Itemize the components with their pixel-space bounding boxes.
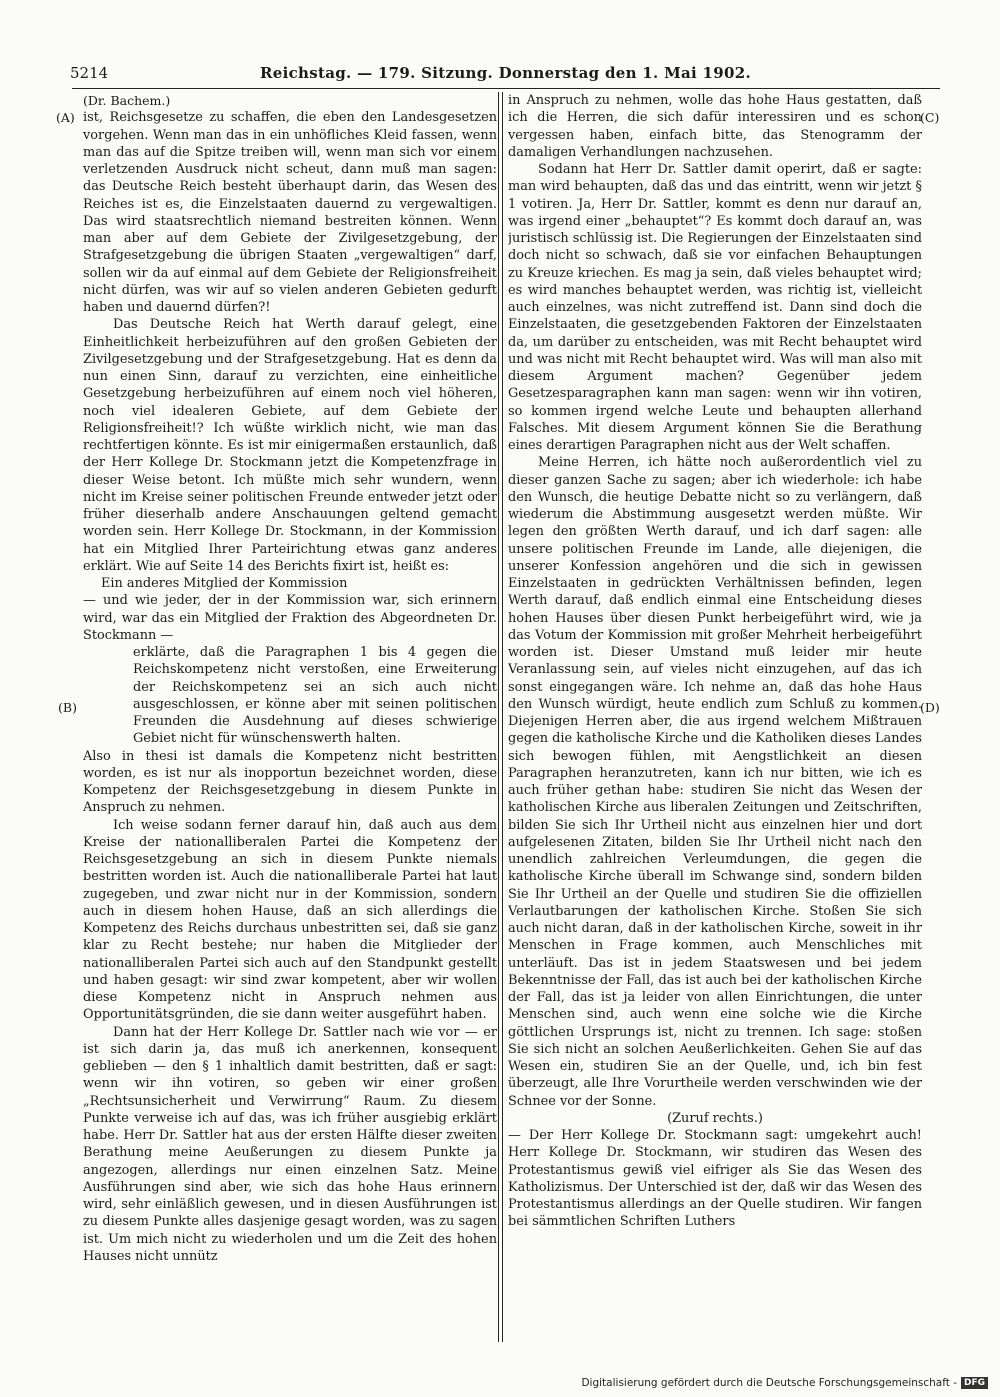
left-column [83,92,497,1342]
interjection: (Zuruf rechts.) [667,1110,763,1126]
dfg-logo: DFG [961,1377,988,1389]
column-divider [498,92,503,1342]
margin-marker-d: (D) [920,700,940,715]
paragraph: Dann hat der Herr Kollege Dr. Sattler nach wie vor — er ist sich darin ja, das muß ich anerkennen, konsequent geblieben — den § 1 inhaltlich damit bestritten, daß er sagt: wenn wir ihn votiren, so geben wir einer großen „Rechtsunsicherheit und Verwirrung“ Raum. Zu diesem Punkte verweise ich auf das, was ich früher ausgiebig erklärt habe. Herr Dr. Sattler hat aus der ersten Hälfte dieser zweiten Berathung meine Aeußerungen zu diesem Punkte ja angezogen, allerdings nur einen einzelnen Satz. Meine Ausführungen sind aber, wie sich das hohe Haus erinnern wird, sehr einläßlich gewesen, und in diesen Ausführungen ist zu diesem Punkte alles dasjenige gesagt worden, was zu sagen ist. Um mich nicht zu wiederholen und um die Zeit des hohen Hauses nicht unnütz [83,1024,497,1264]
running-title: Reichstag. — 179. Sitzung. Donnerstag den 1. Mai 1902. [260,64,751,82]
paragraph: ist, Reichsgesetze zu schaffen, die eben den Landesgesetzen vorgehen. Wenn man das in ein unhöfliches Kleid fassen, wenn man das auf die Spitze treiben will, wenn man sich vor einem verletzenden Ausdruck nicht scheut, dann muß man sagen: das Deutsche Reich besteht überhaupt darin, das Wesen des Reiches ist es, die Einzelstaaten dauernd zu vergewaltigen. Das wird staatsrechtlich niemand bestreiten können. Wenn man aber auf dem Gebiete der Zivilgesetzgebung, der Strafgesetzgebung die übrigen Staaten „vergewaltigen“ darf, sollen wir da auf einmal auf dem Gebiete der Religionsfreiheit nicht dürfen, was wir auf so vielen anderen Gebieten gedurft haben und dauernd dürfen?! [83,110,497,315]
page-header [70,64,940,86]
header-rule [72,88,940,89]
margin-marker-a: (A) [56,110,75,125]
digitization-footer [581,1377,988,1389]
paragraph: Meine Herren, ich hätte noch außerordentlich viel zu dieser ganzen Sache zu sagen; aber ich wiederhole: ich habe den Wunsch, die heutige Debatte nicht so zu verlängern, daß wiederum die Abstimmung ausgesetzt werden müßte. Wir legen den größten Werth darauf, und ich darf sagen: alle unsere politischen Freunde im Lande, alle diejenigen, die unserer Konfession angehören und die sich in gewissen Einzelstaaten in gedrückten Verhältnissen befinden, legen Werth darauf, daß endlich einmal eine Entscheidung dieses hohen Hauses über diesen Punkt herbeigeführt wird, wie ja das Votum der Kommission mit großer Mehrheit herbeigeführt worden ist. Dieser Umstand muß leider mir heute Veranlassung sein, auf vieles nicht einzugehen, auf das ich sonst eingegangen wäre. Ich nehme an, daß das hohe Haus den Wunsch würdigt, heute endlich zum Schluß zu kommen. Diejenigen Herren aber, die aus irgend welchem Mißtrauen gegen die katholische Kirche und die Katholiken dieses Landes sich bewogen fühlen, mit Aengstlichkeit an diesen Paragraphen heranzutreten, kann ich nur bitten, wie ich es auch früher gethan habe: studiren Sie nicht das Wesen der katholischen Kirche aus liberalen Zeitungen und Zeitschriften, bilden Sie sich Ihr Urtheil nicht aus einzelnen hier und dort aufgelesenen Zitaten, bilden Sie Ihr Urtheil nicht nach den unendlich zahlreichen Verleumdungen, die gegen die katholische Kirche überall im Schwange sind, sondern bilden Sie Ihr Urtheil an der Quelle und studiren Sie die offiziellen Verlautbarungen der katholischen Kirche. Stoßen Sie sich auch nicht daran, daß in der katholischen Kirche, soweit in ihr Menschen in Frage kommen, auch Menschliches mit unterläuft. Das ist in jedem Staatswesen und bei jedem Bekenntnisse der Fall, das ist auch bei der katholischen Kirche der Fall, das ist ja leider von allen Einrichtungen, die unter Menschen sind, auch wenn eine solche wie die Kirche göttlichen Ursprungs ist, nicht zu trennen. Ich sage: stoßen Sie sich nicht an solchen Aeußerlichkeiten. Gehen Sie auf das Wesen ein, studiren Sie an der Quelle, und, ich bin fest überzeugt, alle Ihre Vorurtheile werden verschwinden wie der Schnee vor der Sonne. [508,455,922,1109]
quote-block: erklärte, daß die Paragraphen 1 bis 4 gegen die Reichskompetenz nicht verstoßen, eine Erweiterung der Reichskompetenz sei an sich auch nicht ausgeschlossen, er könne aber mit seinen politischen Freunden die Ausdehnung auf dieses schwierige Gebiet nicht für wünschenswerth halten. [133,645,497,747]
paragraph: — Der Herr Kollege Dr. Stockmann sagt: umgekehrt auch! Herr Kollege Dr. Stockmann, wir studiren das Wesen des Protestantismus gewiß viel eifriger als Sie das Wesen des Katholizismus. Der Unterschied ist der, daß wir das Wesen des Protestantismus allerdings an der Quelle studiren. Wir fangen bei sämmtlichen Schriften Luthers [508,1128,922,1230]
quote-line: Ein anderes Mitglied der Kommission [101,576,348,591]
footer-text: Digitalisierung gefördert durch die Deutsche Forschungsgemeinschaft - [581,1377,957,1389]
paragraph: Ich weise sodann ferner darauf hin, daß auch aus dem Kreise der nationalliberalen Partei die Kompetenz der Reichsgesetzgebung an sich in diesem Punkte niemals bestritten worden ist. Auch die nationalliberale Partei hat laut zugegeben, und zwar nicht nur in der Kommission, sondern auch in diesem hohen Hause, daß an sich allerdings die Kompetenz des Reichs durchaus unbestritten sei, daß sie ganz klar zu Recht bestehe; nur haben die Mitglieder der nationalliberalen Partei sich auch auf den Standpunkt gestellt und haben gesagt: wir sind zwar kompetent, aber wir wollen diese Kompetenz nicht in Anspruch nehmen aus Opportunitätsgründen, die sie dann weiter ausgeführt haben. [83,817,497,1023]
margin-marker-b: (B) [58,700,77,715]
right-column [508,92,922,1342]
page-number: 5214 [70,64,109,82]
margin-marker-c: (C) [920,110,940,125]
speaker-name: (Dr. Bachem.) [83,93,171,108]
paragraph: Das Deutsche Reich hat Werth darauf gelegt, eine Einheitlichkeit herbeizuführen auf den großen Gebieten der Zivilgesetzgebung und der Strafgesetzgebung. Hat es denn da nun einen Sinn, darauf zu verzichten, eine einheitliche Gesetzgebung herbeizuführen auf einem noch viel höheren, noch viel idealeren Gebiete, auf dem Gebiete der Religionsfreiheit!? Ich wüßte wirklich nicht, wie man das rechtfertigen könnte. Es ist mir einigermaßen erstaunlich, daß der Herr Kollege Dr. Stockmann jetzt die Kompetenzfrage in dieser Weise betont. Ich müßte mich sehr wundern, wenn nicht im Kreise seiner politischen Freunde entweder jetzt oder früher dieserhalb andere Anschauungen geltend gemacht worden sein. Herr Kollege Dr. Stockmann, in der Kommission hat ein Mitglied Ihrer Parteirichtung etwas ganz anderes erklärt. Wie auf Seite 14 des Berichts fixirt ist, heißt es: [83,317,497,574]
paragraph: Sodann hat Herr Dr. Sattler damit operirt, daß er sagte: man wird behaupten, daß das und das eintritt, wenn wir jetzt § 1 votiren. Ja, Herr Dr. Sattler, kommt es denn nur darauf an, was irgend einer „behauptet“? Es kommt doch darauf an, was juristisch schlüssig ist. Die Regierungen der Einzelstaaten sind doch nicht so schwach, daß sie vor einfachen Behauptungen zu Kreuze kriechen. Es mag ja sein, daß vieles behauptet wird; es wird manches behauptet werden, was richtig ist, vielleicht auch einzelnes, was nicht zutreffend ist. Dann sind doch die Einzelstaaten, die gesetzgebenden Faktoren der Einzelstaaten da, um darüber zu entscheiden, was mit Recht behauptet wird und was nicht mit Recht behauptet wird. Was will man also mit diesem Argument machen? Gegenüber jedem Gesetzesparagraphen kann man sagen: wenn wir ihn votiren, so kommen irgend welche Leute und behaupten allerhand Falsches. Mit diesem Argument können Sie die Berathung eines derartigen Paragraphen nicht aus der Welt schaffen. [508,162,922,453]
paragraph: in Anspruch zu nehmen, wolle das hohe Haus gestatten, daß ich die Herren, die sich dafür interessiren und es schon vergessen haben, einfach bitte, das Stenogramm der damaligen Verhandlungen nachzusehen. [508,93,922,160]
paragraph: — und wie jeder, der in der Kommission war, sich erinnern wird, war das ein Mitglied der Fraktion des Abgeordneten Dr. Stockmann — [83,593,497,643]
paragraph: Also in thesi ist damals die Kompetenz nicht bestritten worden, es ist nur als inopportun bezeichnet worden, diese Kompetenz der Reichsgesetzgebung in diesem Punkte in Anspruch zu nehmen. [83,748,497,816]
